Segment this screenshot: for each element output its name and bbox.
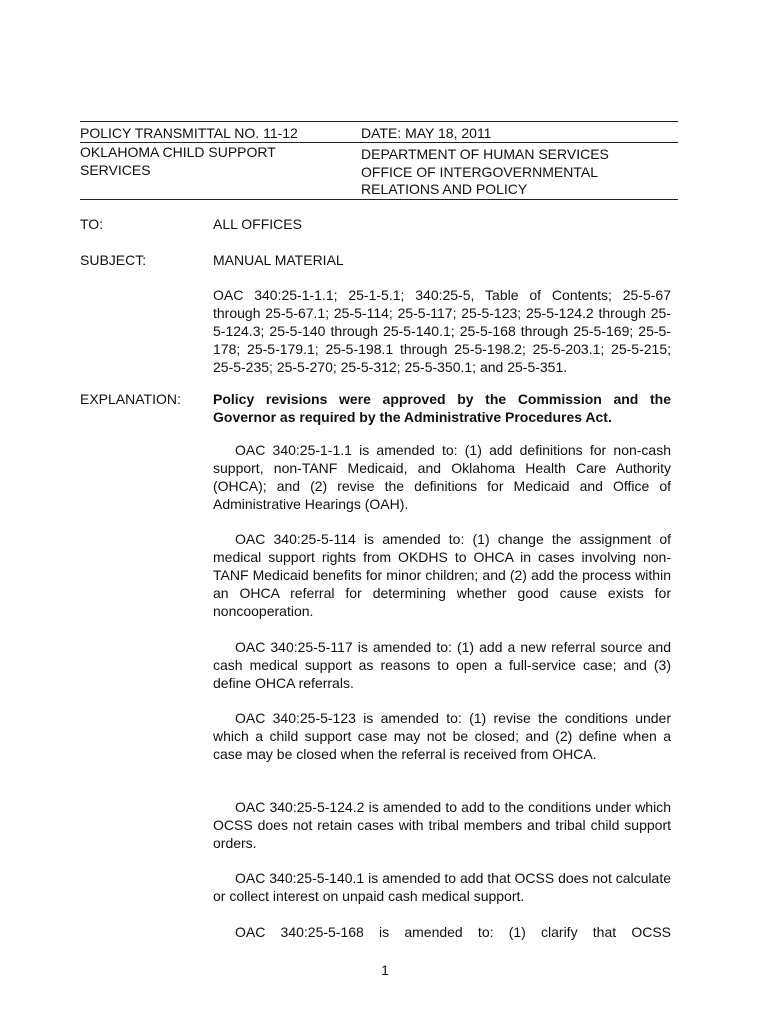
paragraph-oac-25-5-114: OAC 340:25-5-114 is amended to: (1) change the assignment of medical support rights from OKDHS to OHCA in cases involving non-TANF Medicaid benefits for minor children; and (2) add the process within an OHCA referral for determining whether good cause exists for noncooperation. bbox=[213, 531, 671, 619]
subject-label: SUBJECT: bbox=[80, 252, 147, 268]
paragraph-oac-25-1-1-1: OAC 340:25-1-1.1 is amended to: (1) add definitions for non-cash support, non-TANF Medicaid, and Oklahoma Health Care Authority (OHCA); and (2) revise the definitions for Medicaid and Office of Administrative Hearings (OAH). bbox=[213, 442, 671, 512]
to-label: TO: bbox=[80, 216, 104, 232]
to-value: ALL OFFICES bbox=[213, 216, 302, 232]
page-number: 1 bbox=[381, 962, 389, 978]
subject-value: MANUAL MATERIAL bbox=[213, 252, 344, 268]
oac-citation-list: OAC 340:25-1-1.1; 25-1-5.1; 340:25-5, Table of Contents; 25-5-67 through 25-5-67.1; 25-5-114; 25-5-117; 25-5-123; 25-5-124.2 through 25-5-124.3; 25-5-140 through 25-5-140.1; 25-5-168 through 25-5-169; 25-5-178; 25-5-179.1; 25-5-198.1 through 25-5-198.2; 25-5-203.1; 25-5-215; 25-5-235; 25-5-270; 25-5-312; 25-5-350.1; and 25-5-351. bbox=[213, 287, 671, 375]
header-bottom-rule bbox=[80, 199, 678, 200]
explanation-statement: Policy revisions were approved by the Commission and the Governor as required by the Administrative Procedures Act. bbox=[213, 391, 671, 425]
transmittal-date: DATE: MAY 18, 2011 bbox=[361, 125, 492, 141]
paragraph-oac-25-5-168: OAC 340:25-5-168 is amended to: (1) clarify that OCSS bbox=[235, 924, 671, 940]
issuing-office: OKLAHOMA CHILD SUPPORT SERVICES bbox=[80, 144, 276, 178]
paragraph-oac-25-5-140-1: OAC 340:25-5-140.1 is amended to add that OCSS does not calculate or collect interest on unpaid cash medical support. bbox=[213, 870, 671, 904]
header-top-rule bbox=[80, 121, 678, 122]
paragraph-oac-25-5-124-2: OAC 340:25-5-124.2 is amended to add to the conditions under which OCSS does not retain cases with tribal members and tribal child support orders. bbox=[213, 799, 671, 851]
explanation-label: EXPLANATION: bbox=[80, 391, 181, 407]
issuing-department: DEPARTMENT OF HUMAN SERVICES OFFICE OF INTERGOVERNMENTAL RELATIONS AND POLICY bbox=[361, 146, 609, 197]
paragraph-oac-25-5-123: OAC 340:25-5-123 is amended to: (1) revise the conditions under which a child support case may not be closed; and (2) define when a case may be closed when the referral is received from OHCA. bbox=[213, 710, 671, 762]
header-middle-rule bbox=[80, 142, 678, 143]
paragraph-oac-25-5-117: OAC 340:25-5-117 is amended to: (1) add a new referral source and cash medical support as reasons to open a full-service case; and (3) define OHCA referrals. bbox=[213, 639, 671, 691]
transmittal-number: POLICY TRANSMITTAL NO. 11-12 bbox=[80, 125, 298, 141]
